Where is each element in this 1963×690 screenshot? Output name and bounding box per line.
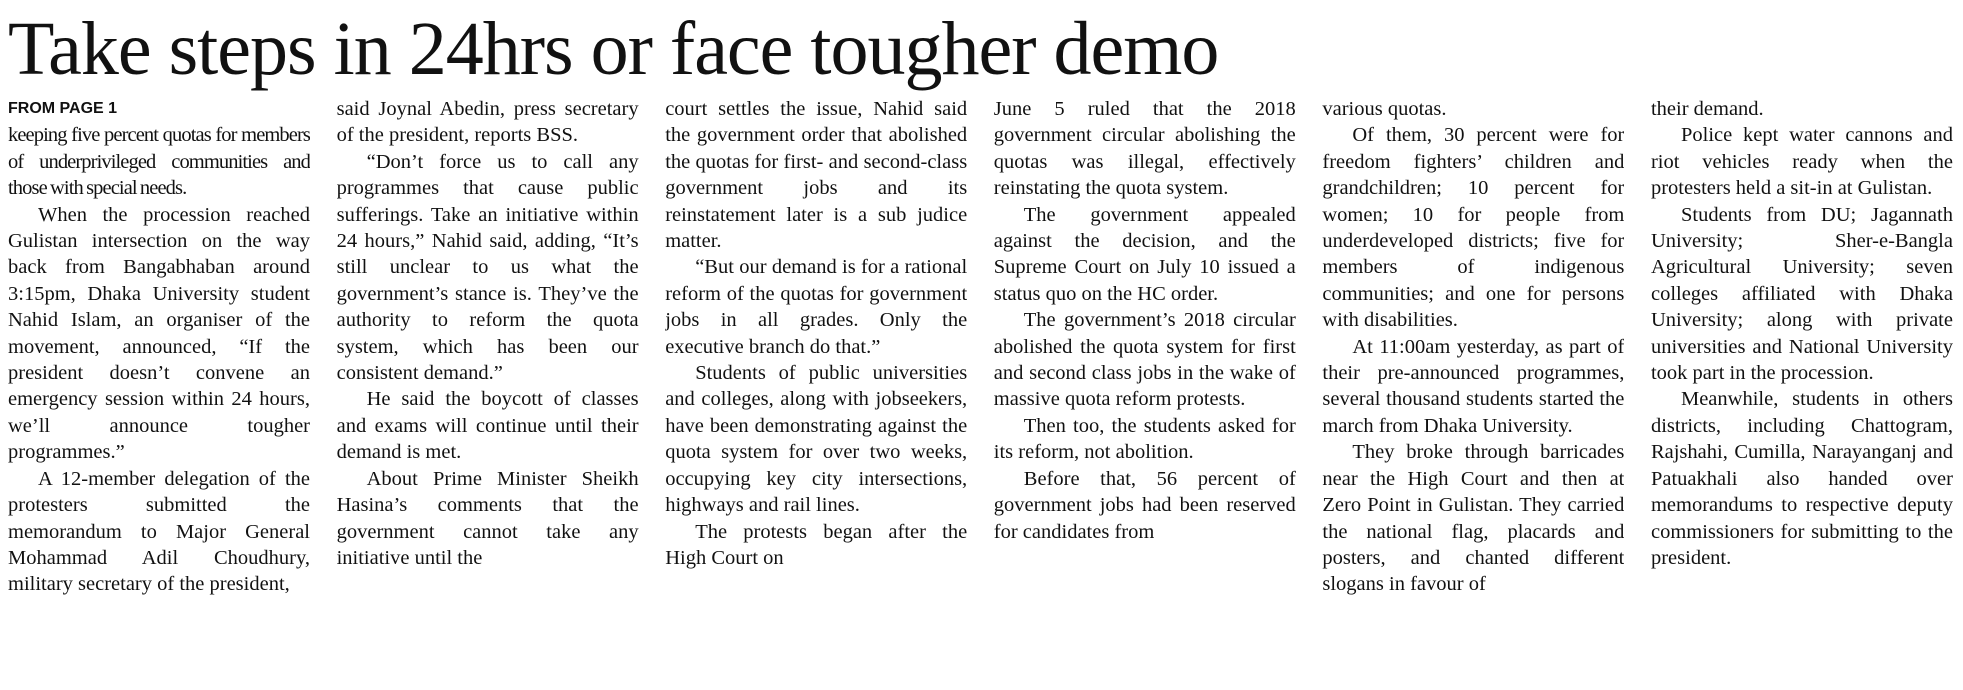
kicker-from-page-1: FROM PAGE 1 (8, 100, 118, 117)
paragraph: When the procession reached Gulistan intersection on the way back from Bangabhaban around 3:15pm, Dhaka University student Nahid Islam, an organiser of the movement, announced, “If the president doesn’t convene an emergency session within 24 hours, we’ll announce tougher programmes.” (8, 203, 310, 464)
paragraph: their demand. (1650, 98, 1764, 120)
paragraph: At 11:00am yesterday, as part of their pre-announced programmes, several thousand students started the march from Dhaka University. (1322, 335, 1625, 437)
paragraph: Before that, 56 percent of government jobs had been reserved for candidates from (993, 467, 1296, 543)
article-column-2 (337, 96, 639, 686)
paragraph: various quotas. (1322, 98, 1447, 120)
paragraph: keeping five percent quotas for members of underprivileged communities and those with special needs. (8, 124, 310, 200)
paragraph: The protests began after the High Court on (665, 520, 968, 569)
paragraph: The government appealed against the decision, and the Supreme Court on July 10 issued a status quo on the HC order. (993, 203, 1296, 305)
article-column-6 (1651, 96, 1953, 686)
article-body (8, 96, 1958, 686)
paragraph: The government’s 2018 circular abolished the quota system for first and second class jobs in the wake of massive quota reform protests. (993, 309, 1296, 411)
paragraph: Students from DU; Jagannath University; Sher-e-Bangla Agricultural University; seven colleges affiliated with Dhaka University; along with private universities and National University took part in the procession. (1650, 203, 1953, 385)
paragraph: court settles the issue, Nahid said the government order that abolished the quotas for first- and second-class government jobs and its reinstatement later is a sub judice matter. (665, 98, 968, 253)
paragraph: “Don’t force us to call any programmes that cause public sufferings. Take an initiative within 24 hours,” Nahid said, adding, “It’s still unclear to us what the government’s stance is. They’ve the authority to reform the quota system, which has been our consistent demand.” (336, 150, 639, 385)
paragraph: About Prime Minister Sheikh Hasina’s comments that the government cannot take any initiative until the (336, 467, 639, 569)
paragraph: said Joynal Abedin, press secretary of the president, reports BSS. (336, 98, 639, 147)
paragraph: He said the boycott of classes and exams will continue until their demand is met. (336, 388, 639, 464)
paragraph: Police kept water cannons and riot vehicles ready when the protesters held a sit-in at Gulistan. (1650, 124, 1953, 200)
headline: Take steps in 24hrs or face tougher demo (8, 7, 1219, 91)
article-column-1 (8, 96, 310, 686)
article-column-5 (1322, 96, 1624, 686)
paragraph: Then too, the students asked for its reform, not abolition. (993, 414, 1296, 464)
paragraph: June 5 ruled that the 2018 government circular abolishing the quotas was illegal, effectively reinstating the quota system. (993, 98, 1296, 200)
paragraph: Meanwhile, students in others districts, including Chattogram, Rajshahi, Cumilla, Narayanganj and Patuakhali also handed over memorandums to respective deputy commissioners for submitting to the president. (1650, 388, 1953, 569)
paragraph: “But our demand is for a rational reform of the quotas for government jobs in all grades. Only the executive branch do that.” (665, 256, 968, 358)
article-column-4 (994, 96, 1296, 686)
paragraph: They broke through barricades near the High Court and then at Zero Point in Gulistan. They carried the national flag, placards and posters, and chanted different slogans in favour of (1322, 441, 1625, 596)
paragraph: A 12-member delegation of the protesters submitted the memorandum to Major General Mohammad Adil Choudhury, military secretary of the president, (8, 467, 310, 596)
paragraph: Students of public universities and colleges, along with jobseekers, have been demonstrating against the quota system for over two weeks, occupying key city intersections, highways and rail lines. (665, 362, 968, 517)
paragraph: Of them, 30 percent were for freedom fighters’ children and grandchildren; 10 percent for women; 10 for people from underdeveloped districts; five for members of indigenous communities; and one for persons with disabilities. (1322, 124, 1625, 332)
article-column-3 (665, 96, 967, 686)
